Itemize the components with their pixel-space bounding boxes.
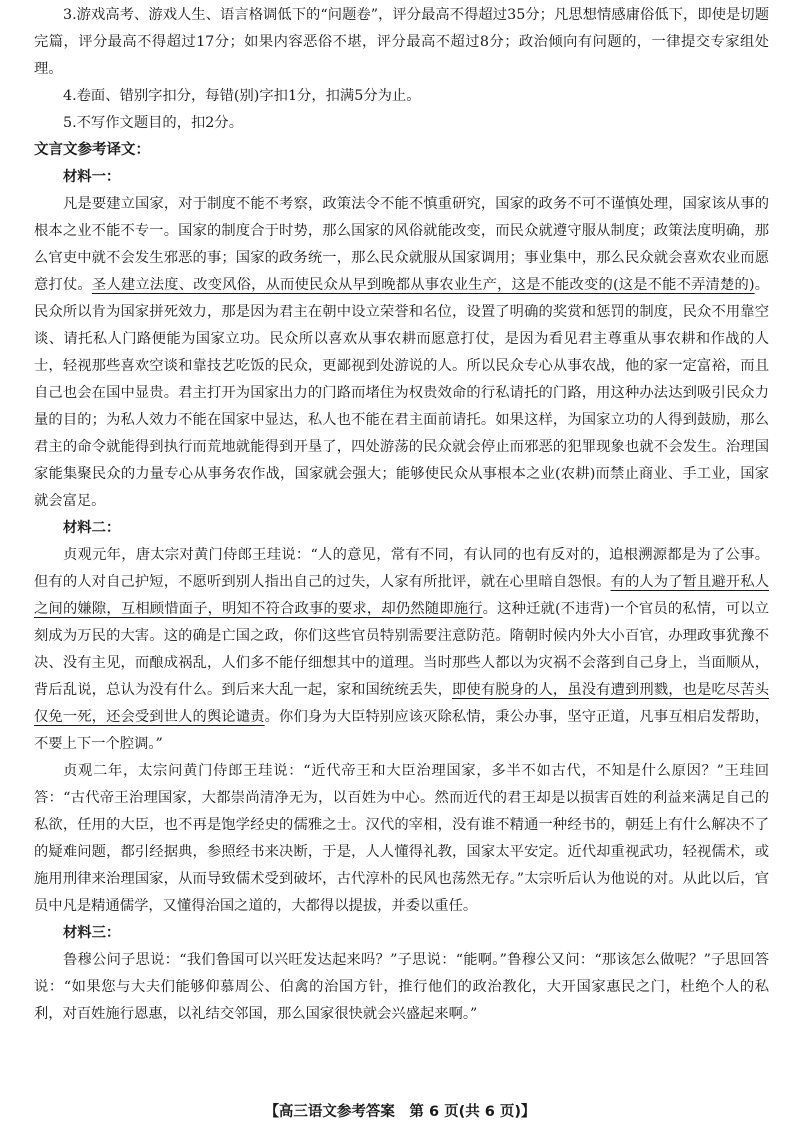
page-footer: 【高三语文参考答案 第 6 页(共 6 页)】	[264, 1104, 536, 1120]
page-content	[34, 2, 769, 1028]
material-2-text-b: 。这种迁就(不违背)一个官员的私情，可以立刻成为万民的大害。这的确是亡国之政，你们这些官员特别需要注意防范。隋朝时候内外大小百官，办理政事犹豫不决、没有主见，而酿成祸乱，人们多不能仔细想其中的道理。当时那些人都以为灾祸不会落到自己身上，当面顺从，背后乱说，总认为没有什么。到后来大乱一起，家和国统统丢失，	[34, 601, 769, 698]
material-1-text-b: 。民众所以肯为国家拼死效力，那是因为君主在朝中设立荣誉和名位，设置了明确的奖赏和惩罚的制度，民众不用靠空谈、请托私人门路便能为国家立功。民众所以喜欢从事农耕而愿意打仗，是因为看见君主尊重从事农耕和作战的人士，轻视那些喜欢空谈和靠技艺吃饭的民众，更鄙视到处游说的人。所以民众专心从事农战，他的家一定富裕，而且自己也会在国中显贵。君主打开为国家出力的门路而堵住为权贵效命的行私请托的门路，用这种办法达到吸引民众力量的目的；为私人效力不能在国家中显达，私人也不能在君主面前请托。如果这样，为国家立功的人得到鼓励，那么君主的命令就能得到执行而荒地就能得到开垦了，四处游荡的民众就会停止而邪恶的犯罪现象也就不会发生。治理国家能集聚民众的力量专心从事务农作战，国家就会强大；能够使民众从事根本之业(农耕)而禁止商业、手工业，国家就会富足。	[34, 277, 770, 509]
material-2-text-a: 贞观元年，唐太宗对黄门侍郎王珪说：“人的意见，常有不同，有认同的也有反对的，追根溯源都是为了公事。但有的人对自己护短，不愿听到别人指出自己的过失，人家有所批评，就在心里暗自怨恨。	[34, 547, 769, 590]
material-1-paragraph	[34, 191, 769, 515]
scoring-item-4: 4.卷面、错别字扣分，每错(别)字扣1分，扣满5分为止。	[63, 88, 421, 104]
material-2-paragraph-2: 贞观二年，太宗问黄门侍郎王珪说：“近代帝王和大臣治理国家，多半不如古代，不知是什么原因？”王珪回答：“古代帝王治理国家，大都崇尚清净无为，以百姓为中心。然而近代的君王却是以损害百姓的利益来满足自己的私欲，任用的大臣，也不再是饱学经史的儒雅之士。汉代的宰相，没有谁不精通一种经书的，朝廷上有什么解决不了的疑难问题，都引经据典，参照经书来决断，于是，人人懂得礼教，国家太平安定。近代却重视武功，轻视儒术，或施用刑律来治理国家，从而导致儒术受到破坏，古代淳朴的民风也荡然无存。”太宗听后认为他说的对。从此以后，官员中凡是精通儒学，又懂得治国之道的，大都得以提拔，并委以重任。	[34, 763, 769, 914]
scoring-item-5: 5.不写作文题目的，扣2分。	[63, 115, 244, 131]
material-3-label: 材料三：	[63, 925, 121, 941]
material-1-text-a: 凡是要建立国家，对于制度不能不考察，政策法令不能不慎重研究，国家的政务不可不谨慎处理，国家该从事的根本之业不能不专一。国家的制度合于时势，那么国家的风俗就能改变，而民众就遵守服从制度；政策法度明确，那么官吏中就不会发生邪恶的事；国家的政务统一，那么民众就服从国家调用；事业集中，那么民众就会喜欢农业而愿意打仗。	[34, 196, 769, 293]
material-1-label: 材料一：	[63, 169, 121, 185]
material-2-label: 材料二：	[63, 520, 121, 536]
material-2-paragraph-1	[34, 542, 769, 758]
material-3-paragraph: 鲁穆公问子思说：“我们鲁国可以兴旺发达起来吗？”子思说：“能啊。”鲁穆公又问：“那该怎么做呢？”子思回答说：“如果您与大夫们能够仰慕周公、伯禽的治国方针，推行他们的政治教化，大开国家惠民之门，杜绝个人的私利，对百姓施行恩惠，以礼结交邻国，那么国家很快就会兴盛起来啊。”	[34, 952, 769, 1022]
material-2-underlined-sentence-1: 有的人为了暂且避开私人之间的嫌隙，互相顾惜面子，明知不符合政事的要求，却仍然随即施行	[34, 574, 769, 617]
material-2-text-c: 。你们身为大臣特别应该灭除私情，秉公办事，坚守正道，凡事互相启发帮助，不要上下一个腔调。”	[34, 709, 769, 752]
material-1-underlined-sentence: 圣人建立法度、改变风俗，从而使民众从早到晚都从事农业生产，这是不能改变的(这是不能不弄清楚的)	[91, 277, 755, 293]
material-2-underlined-sentence-2: 即使有脱身的人，虽没有遭到刑戮，也是吃尽苦头仅免一死，还会受到世人的舆论谴责	[34, 682, 770, 725]
translation-heading: 文言文参考译文：	[34, 142, 150, 158]
scoring-item-3: 3.游戏高考、游戏人生、语言格调低下的“问题卷”，评分最高不得超过35分；凡思想情感庸俗低下，即使是切题完篇，评分最高不得超过17分；如果内容恶俗不堪，评分最高不超过8分；政治倾向有问题的，一律提交专家组处理。	[34, 7, 769, 77]
